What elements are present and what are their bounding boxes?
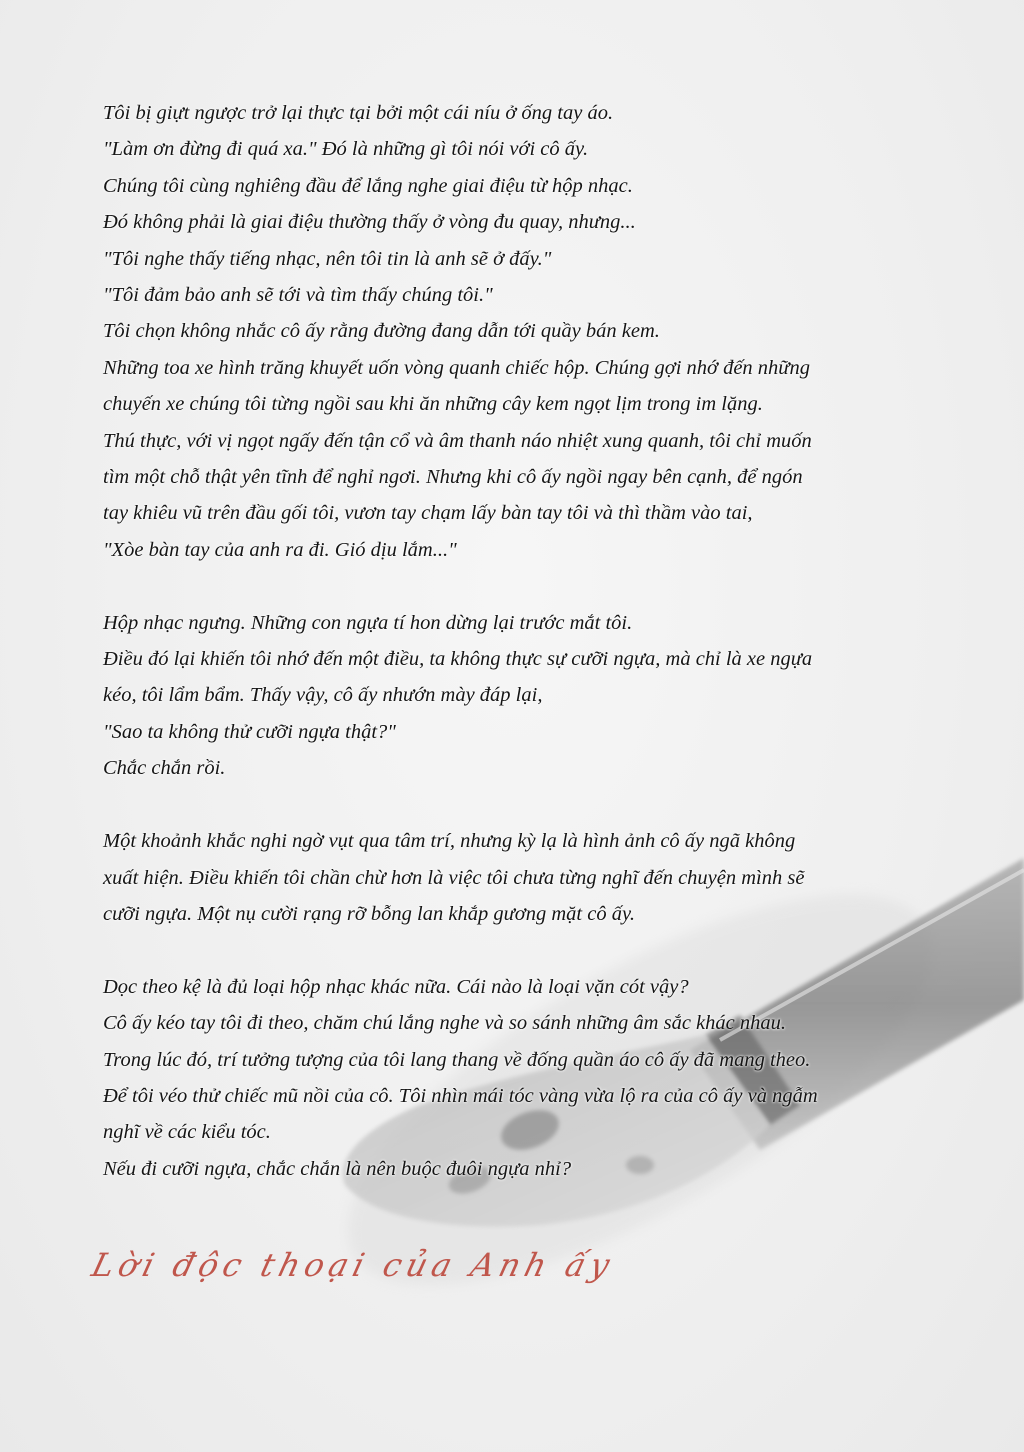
signature-title: Lời độc thoại của Anh ấy	[88, 1246, 619, 1284]
text-line: Đó không phải là giai điệu thường thấy ở vòng đu quay, nhưng...	[103, 211, 636, 234]
text-line: Cô ấy kéo tay tôi đi theo, chăm chú lắng nghe và so sánh những âm sắc khác nhau.	[103, 1012, 787, 1035]
text-line: Chúng tôi cùng nghiêng đầu để lắng nghe giai điệu từ hộp nhạc.	[103, 174, 633, 197]
text-line: tìm một chỗ thật yên tĩnh để nghỉ ngơi. Nhưng khi cô ấy ngồi ngay bên cạnh, để ngón	[103, 466, 803, 489]
text-line: "Tôi nghe thấy tiếng nhạc, nên tôi tin là anh sẽ ở đấy."	[103, 247, 552, 270]
paragraph-3	[103, 823, 943, 932]
text-line: Điều đó lại khiến tôi nhớ đến một điều, ta không thực sự cưỡi ngựa, mà chỉ là xe ngựa	[103, 648, 813, 671]
text-line: chuyến xe chúng tôi từng ngồi sau khi ăn những cây kem ngọt lịm trong im lặng.	[103, 393, 763, 416]
text-line: xuất hiện. Điều khiến tôi chần chừ hơn là việc tôi chưa từng nghĩ đến chuyện mình sẽ	[103, 866, 805, 889]
text-line: Để tôi véo thử chiếc mũ nồi của cô. Tôi nhìn mái tóc vàng vừa lộ ra của cô ấy và ngẫm	[103, 1084, 818, 1107]
text-line: Tôi bị giựt ngược trở lại thực tại bởi một cái níu ở ống tay áo.	[103, 102, 614, 124]
text-line: "Sao ta không thử cưỡi ngựa thật?"	[103, 720, 396, 743]
text-line: Chắc chắn rồi.	[103, 757, 226, 780]
text-line: Trong lúc đó, trí tưởng tượng của tôi lang thang về đống quần áo cô ấy đã mang theo.	[103, 1048, 811, 1071]
text-line: kéo, tôi lẩm bẩm. Thấy vậy, cô ấy nhướn mày đáp lại,	[103, 684, 543, 707]
text-line: "Làm ơn đừng đi quá xa." Đó là những gì tôi nói với cô ấy.	[103, 138, 589, 161]
text-line: Hộp nhạc ngưng. Những con ngựa tí hon dừng lại trước mắt tôi.	[103, 611, 633, 634]
text-line: "Xòe bàn tay của anh ra đi. Gió dịu lắm..."	[103, 538, 457, 561]
text-line: tay khiêu vũ trên đầu gối tôi, vươn tay chạm lấy bàn tay tôi và thì thầm vào tai,	[103, 502, 753, 525]
paragraph-2	[103, 605, 943, 787]
text-line: nghĩ về các kiểu tóc.	[103, 1121, 271, 1144]
text-line: Những toa xe hình trăng khuyết uốn vòng quanh chiếc hộp. Chúng gợi nhớ đến những	[103, 356, 810, 379]
text-line: Nếu đi cưỡi ngựa, chắc chắn là nên buộc đuôi ngựa nhỉ?	[103, 1157, 572, 1180]
paragraph-4	[103, 969, 943, 1187]
paragraph-1	[103, 95, 943, 568]
text-line: Tôi chọn không nhắc cô ấy rằng đường đang dẫn tới quầy bán kem.	[103, 320, 660, 343]
text-line: Dọc theo kệ là đủ loại hộp nhạc khác nữa. Cái nào là loại vặn cót vậy?	[103, 975, 689, 998]
text-line: Một khoảnh khắc nghi ngờ vụt qua tâm trí, nhưng kỳ lạ là hình ảnh cô ấy ngã không	[103, 830, 796, 853]
text-line: cưỡi ngựa. Một nụ cười rạng rỡ bỗng lan khắp gương mặt cô ấy.	[103, 902, 636, 925]
monologue-text	[103, 95, 943, 1187]
text-line: Thú thực, với vị ngọt ngấy đến tận cổ và âm thanh náo nhiệt xung quanh, tôi chỉ muốn	[103, 429, 812, 452]
text-line: "Tôi đảm bảo anh sẽ tới và tìm thấy chúng tôi."	[103, 284, 493, 307]
